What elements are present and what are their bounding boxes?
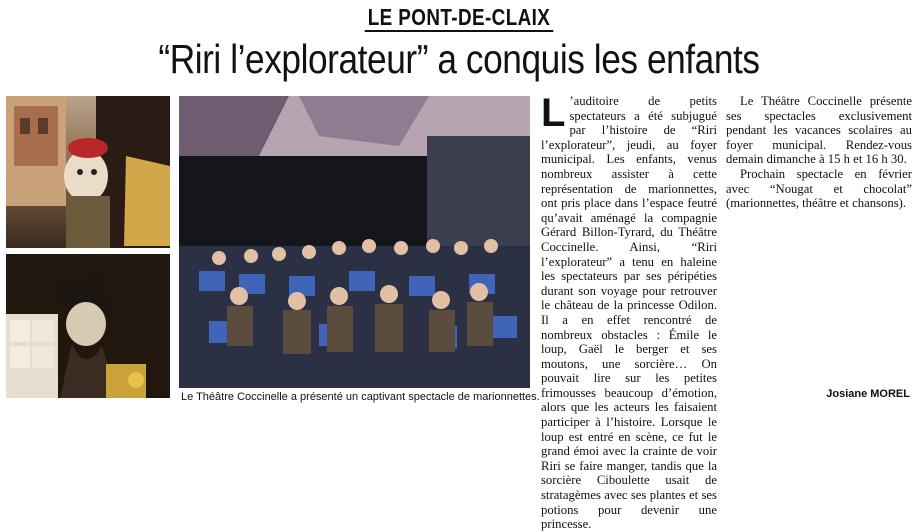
- article-body-column-2: [726, 94, 912, 211]
- puppet-photo-top-illustration: [6, 96, 170, 248]
- paragraph-1-text: ’auditoire de petits spectateurs a été subjugué par l’histoire de “Riri l’explorateur”, jeudi, au foyer municipal. Les enfants, venus nombreux assister à cette représentation de marionnettes, ont pris place dans l’espace feutré qu’avait aménagé la compagnie Gérard Billon-Tyrard, du Théâtre Coccinelle. Ainsi, “Riri l’explorateur” a tenu en haleine les spectateurs par ses péripéties durant son voyage pour retrouver le château de la princesse Odilon. Il a en effet rencontré de nombreux obstacles : Émile le loup, Gaël le berger et ses moutons, une sorcière… On pouvait lire sur les petites frimousses beaucoup d’émotion, alors que les acteurs les faisaient participer à l’histoire. Lorsque le loup est entré en scène, ce fut le grand émoi avec la crainte de voir Riri se faire manger, tandis que la sorcière Ciboulette usait de stratagèmes avec ses plantes et ses potions pour devenir une princesse.: [541, 94, 717, 532]
- kicker: [83, 4, 836, 31]
- audience-photo: [179, 96, 530, 388]
- puppet-photo-bottom-illustration: [6, 254, 170, 398]
- paragraph-1: [541, 91, 717, 532]
- headline: “Riri l’explorateur” a conquis les enfants: [158, 36, 760, 82]
- dropcap: L: [541, 91, 566, 135]
- paragraph-3: Prochain spectacle en février avec “Nougat et chocolat” (marionnettes, théâtre et chansons).: [726, 166, 912, 211]
- kicker-text: LE PONT-DE-CLAIX: [364, 4, 553, 32]
- photo-caption: Le Théâtre Coccinelle a présenté un captivant spectacle de marionnettes.: [181, 391, 540, 403]
- audience-photo-illustration: [179, 96, 530, 388]
- puppet-photo-bottom: [6, 254, 170, 398]
- puppet-photo-top: [6, 96, 170, 248]
- byline-first: Josiane: [826, 388, 868, 400]
- byline-last: MOREL: [870, 388, 910, 400]
- article-body-column-1: [541, 91, 717, 532]
- byline: [826, 388, 910, 400]
- paragraph-2: Le Théâtre Coccinelle présente ses spectacles exclusivement pendant les vacances scolaires au foyer municipal. Rendez-vous demain dimanche à 15 h et 16 h 30.: [726, 94, 912, 167]
